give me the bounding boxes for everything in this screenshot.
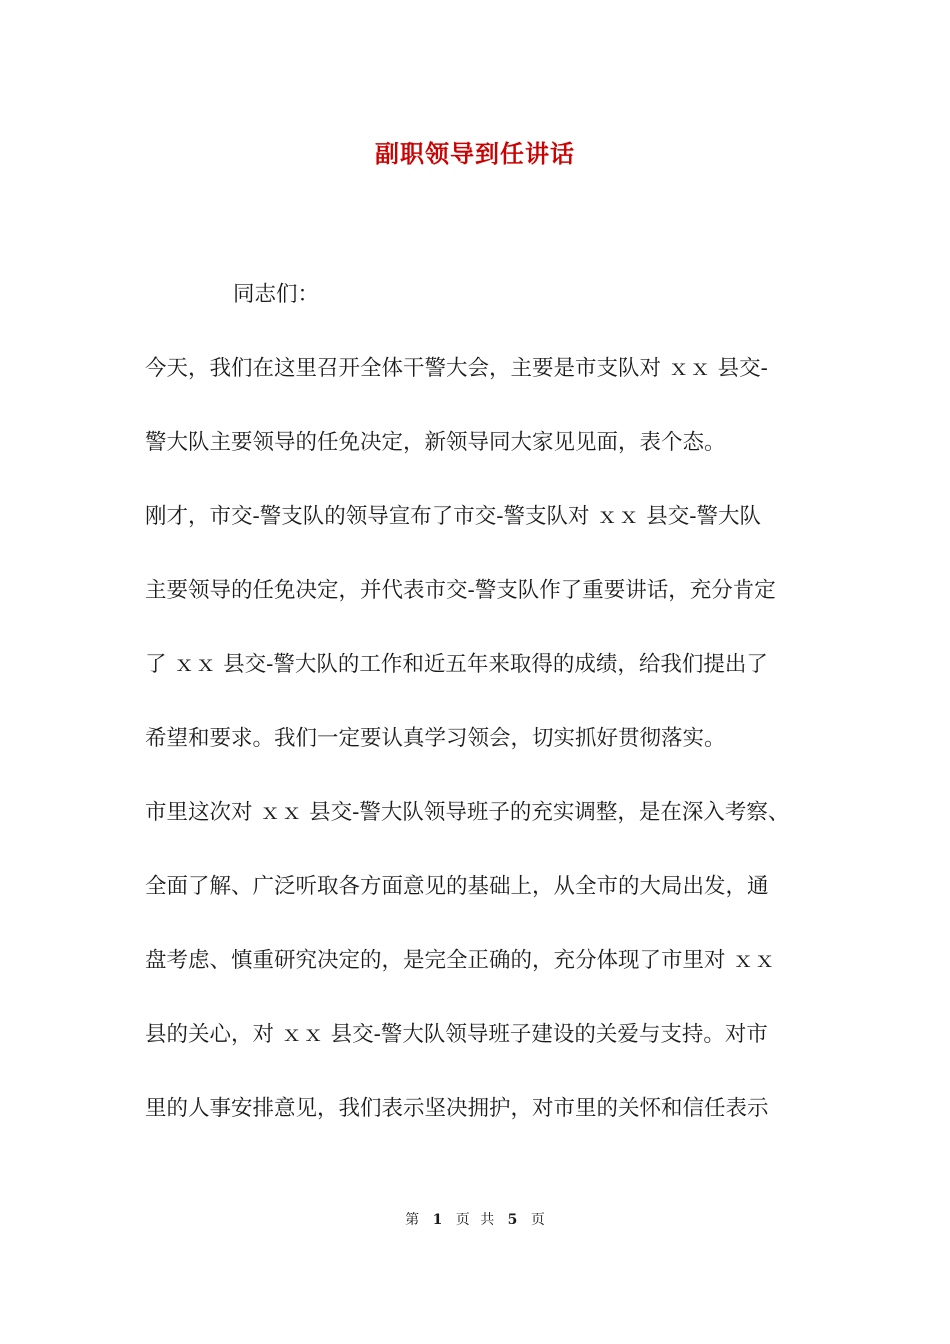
body-line-9: 盘考虑、慎重研究决定的，是完全正确的，充分体现了市里对 ｘｘ bbox=[145, 948, 776, 973]
footer-current-page: 1 bbox=[432, 1212, 443, 1228]
body-line-3: 刚才，市交-警支队的领导宣布了市交-警支队对 ｘｘ 县交-警大队 bbox=[145, 504, 761, 529]
body-line-5: 了 ｘｘ 县交-警大队的工作和近五年来取得的成绩，给我们提出了 bbox=[145, 652, 768, 677]
body-line-6: 希望和要求。我们一定要认真学习领会，切实抓好贯彻落实。 bbox=[145, 726, 726, 751]
body-line-10: 县的关心，对 ｘｘ 县交-警大队领导班子建设的关爱与支持。对市 bbox=[145, 1022, 768, 1047]
footer-page-word: 页 bbox=[455, 1212, 470, 1228]
body-line-2: 警大队主要领导的任免决定，新领导同大家见见面，表个态。 bbox=[145, 430, 726, 455]
document-title: 副职领导到任讲话 bbox=[375, 139, 575, 168]
body-line-11: 里的人事安排意见，我们表示坚决拥护，对市里的关怀和信任表示 bbox=[145, 1096, 769, 1121]
footer-total-prefix: 共 bbox=[480, 1212, 495, 1228]
footer-total-pages: 5 bbox=[507, 1212, 518, 1228]
footer-page-prefix: 第 bbox=[405, 1212, 420, 1228]
body-line-8: 全面了解、广泛听取各方面意见的基础上，从全市的大局出发，通 bbox=[145, 874, 769, 899]
page-footer bbox=[0, 1209, 950, 1229]
body-line-7: 市里这次对 ｘｘ 县交-警大队领导班子的充实调整，是在深入考察、 bbox=[145, 800, 790, 825]
footer-total-suffix: 页 bbox=[530, 1212, 545, 1228]
body-line-4: 主要领导的任免决定，并代表市交-警支队作了重要讲话，充分肯定 bbox=[145, 578, 776, 603]
body-line-1: 今天，我们在这里召开全体干警大会，主要是市支队对 ｘｘ 县交- bbox=[145, 356, 768, 381]
salutation: 同志们： bbox=[233, 282, 320, 307]
